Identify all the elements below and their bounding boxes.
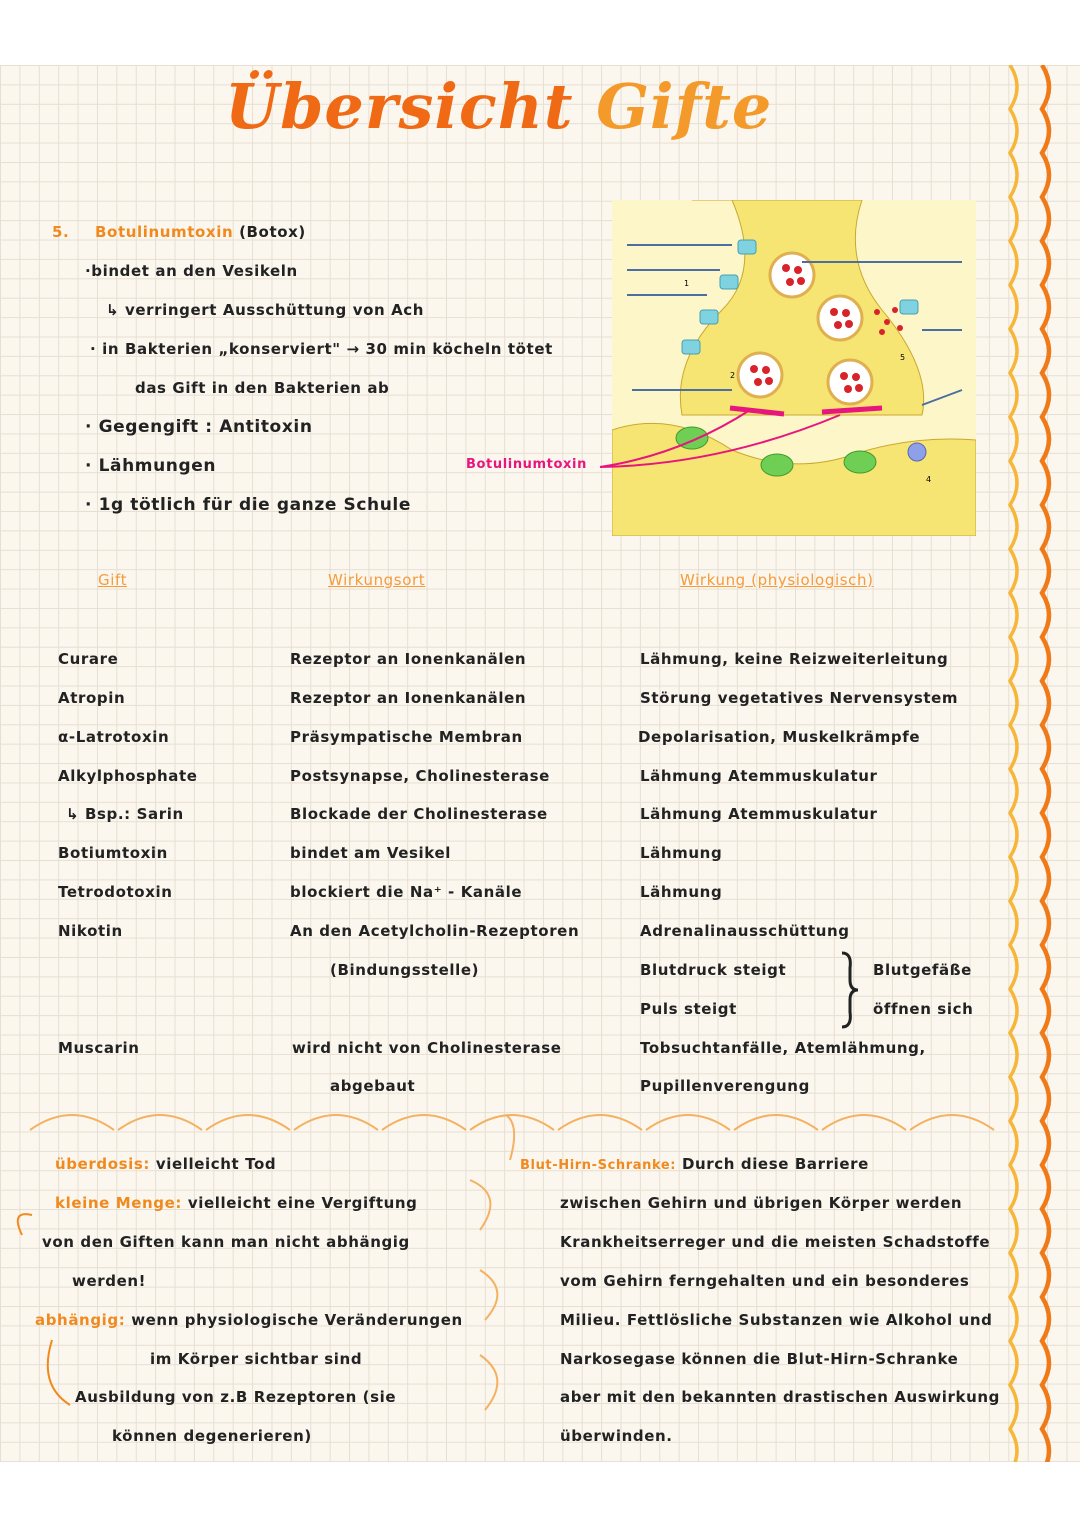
bhs-line-1	[520, 1155, 869, 1173]
left-line-7: Ausbildung von z.B Rezeptoren (sie	[75, 1388, 397, 1406]
nikotin-ort-2: (Bindungsstelle)	[330, 961, 480, 979]
diagram-number-2: 2	[730, 371, 736, 380]
vesicle	[818, 296, 862, 340]
arch-stroke	[822, 1115, 906, 1130]
muscarin-wirkung-2: Pupillenverengung	[640, 1077, 810, 1095]
row-7-ort: blockiert die Na⁺ - Kanäle	[290, 883, 523, 901]
toxin-name-suffix: (Botox)	[239, 223, 306, 241]
arch-stroke	[734, 1115, 818, 1130]
row-3-gift: α-Latrotoxin	[58, 728, 170, 746]
muscarin-ort-1: wird nicht von Cholinesterase	[292, 1039, 562, 1057]
arch-separator-decoration	[0, 1100, 1080, 1140]
header-gift: Gift	[98, 571, 128, 589]
row-1-wirkung: Lähmung, keine Reizweiterleitung	[640, 650, 949, 668]
row-6-ort: bindet am Vesikel	[290, 844, 451, 862]
nikotin-wirkung-2: Blutdruck steigt	[640, 961, 787, 979]
page-title	[225, 70, 772, 143]
bhs-label: Blut-Hirn-Schranke:	[520, 1158, 677, 1173]
vesicle	[770, 253, 814, 297]
diagram-number-5: 5	[900, 353, 906, 362]
row-8-gift: Nikotin	[58, 922, 123, 940]
row-7-wirkung: Lähmung	[640, 883, 723, 901]
row-4-gift: Alkylphosphate	[58, 767, 198, 785]
row-1-gift: Curare	[58, 650, 119, 668]
nikotin-wirkung-3: Puls steigt	[640, 1000, 737, 1018]
title-part-2: Gifte	[596, 70, 773, 143]
row-7-gift: Tetrodotoxin	[58, 883, 173, 901]
left-line-6: im Körper sichtbar sind	[150, 1350, 363, 1368]
diagram-number-1: 1	[684, 279, 690, 288]
abhaengig-text: wenn physiologische Veränderungen	[131, 1311, 463, 1329]
arch-stroke	[294, 1115, 378, 1130]
bhs-line-3: Krankheitserreger und die meisten Schadstoffe	[560, 1233, 991, 1251]
vesicle	[738, 353, 782, 397]
bullet-3-cont: das Gift in den Bakterien ab	[135, 379, 390, 397]
bullet-4: · Gegengift : Antitoxin	[85, 417, 313, 437]
left-line-4: werden!	[72, 1272, 147, 1290]
row-2-wirkung: Störung vegetatives Nervensystem	[640, 689, 959, 707]
row-8-ort: An den Acetylcholin-Rezeptoren	[290, 922, 580, 940]
synapse-diagram	[612, 200, 976, 536]
bullet-6: · 1g tötlich für die ganze Schule	[85, 495, 411, 515]
row-5-gift: ↳ Bsp.: Sarin	[66, 805, 184, 823]
bhs-line-5: Milieu. Fettlösliche Substanzen wie Alkohol und	[560, 1311, 993, 1329]
arch-stroke	[910, 1115, 994, 1130]
arch-stroke	[30, 1115, 114, 1130]
title-part-1: Übersicht	[225, 70, 574, 143]
row-4-ort: Postsynapse, Cholinesterase	[290, 767, 550, 785]
wave-stroke	[1042, 65, 1049, 1462]
row-6-wirkung: Lähmung	[640, 844, 723, 862]
bhs-line-4: vom Gehirn ferngehalten und ein besonderes	[560, 1272, 970, 1290]
bhs-line-8: überwinden.	[560, 1427, 673, 1445]
abhaengig-line	[35, 1311, 463, 1329]
bhs-line-2: zwischen Gehirn und übrigen Körper werden	[560, 1194, 963, 1212]
bhs-line-7: aber mit den bekannten drastischen Auswirkung	[560, 1388, 1000, 1406]
row-4-wirkung: Lähmung Atemmuskulatur	[640, 767, 878, 785]
row-1-ort: Rezeptor an Ionenkanälen	[290, 650, 527, 668]
bullet-2: ↳ verringert Ausschüttung von Ach	[106, 301, 425, 319]
kleine-menge-label: kleine Menge:	[55, 1194, 182, 1212]
header-wirkungsort: Wirkungsort	[328, 571, 426, 589]
row-2-gift: Atropin	[58, 689, 126, 707]
abhaengig-label: abhängig:	[35, 1311, 126, 1329]
bhs-text-1: Durch diese Barriere	[681, 1155, 869, 1173]
row-8-wirkung: Adrenalinausschüttung	[640, 922, 850, 940]
wave-stroke	[1010, 65, 1017, 1462]
row-6-gift: Botiumtoxin	[58, 844, 168, 862]
left-line-8: können degenerieren)	[112, 1427, 312, 1445]
row-5-wirkung: Lähmung Atemmuskulatur	[640, 805, 878, 823]
arch-stroke	[206, 1115, 290, 1130]
vesicle	[828, 360, 872, 404]
section-number: 5.	[52, 223, 70, 241]
ueberdosis-line	[55, 1155, 276, 1173]
wavy-border-decoration	[990, 65, 1080, 1462]
bullet-1: ·bindet an den Vesikeln	[85, 262, 298, 280]
diagram-toxin-label: Botulinumtoxin	[466, 457, 587, 472]
arch-stroke	[558, 1115, 642, 1130]
muscarin-ort-2: abgebaut	[330, 1077, 416, 1095]
header-wirkung: Wirkung (physiologisch)	[680, 571, 874, 589]
bhs-line-6: Narkosegase können die Blut-Hirn-Schranke	[560, 1350, 959, 1368]
ueberdosis-label: überdosis:	[55, 1155, 151, 1173]
bracket-text-2: öffnen sich	[873, 1000, 974, 1018]
row-5-ort: Blockade der Cholinesterase	[290, 805, 548, 823]
muscarin-gift: Muscarin	[58, 1039, 140, 1057]
row-3-wirkung: Depolarisation, Muskelkrämpfe	[638, 728, 921, 746]
toxin-name: Botulinumtoxin	[95, 223, 234, 241]
muscarin-wirkung-1: Tobsuchtanfälle, Atemlähmung,	[640, 1039, 926, 1057]
kleine-menge-line	[55, 1194, 418, 1212]
kleine-menge-text: vielleicht eine Vergiftung	[187, 1194, 418, 1212]
bracket-text-1: Blutgefäße	[873, 961, 972, 979]
note-page	[0, 65, 1080, 1462]
bullet-5: · Lähmungen	[85, 456, 217, 476]
ueberdosis-text: vielleicht Tod	[155, 1155, 277, 1173]
transporter	[908, 443, 926, 461]
arch-stroke	[470, 1115, 554, 1130]
bullet-3: · in Bakterien „konserviert" → 30 min köcheln tötet	[90, 340, 553, 358]
arch-stroke	[118, 1115, 202, 1130]
left-line-3: von den Giften kann man nicht abhängig	[42, 1233, 410, 1251]
section-heading	[95, 223, 306, 241]
row-3-ort: Präsympatische Membran	[290, 728, 523, 746]
row-2-ort: Rezeptor an Ionenkanälen	[290, 689, 527, 707]
arch-stroke	[382, 1115, 466, 1130]
diagram-number-4: 4	[926, 475, 932, 484]
arch-stroke	[646, 1115, 730, 1130]
